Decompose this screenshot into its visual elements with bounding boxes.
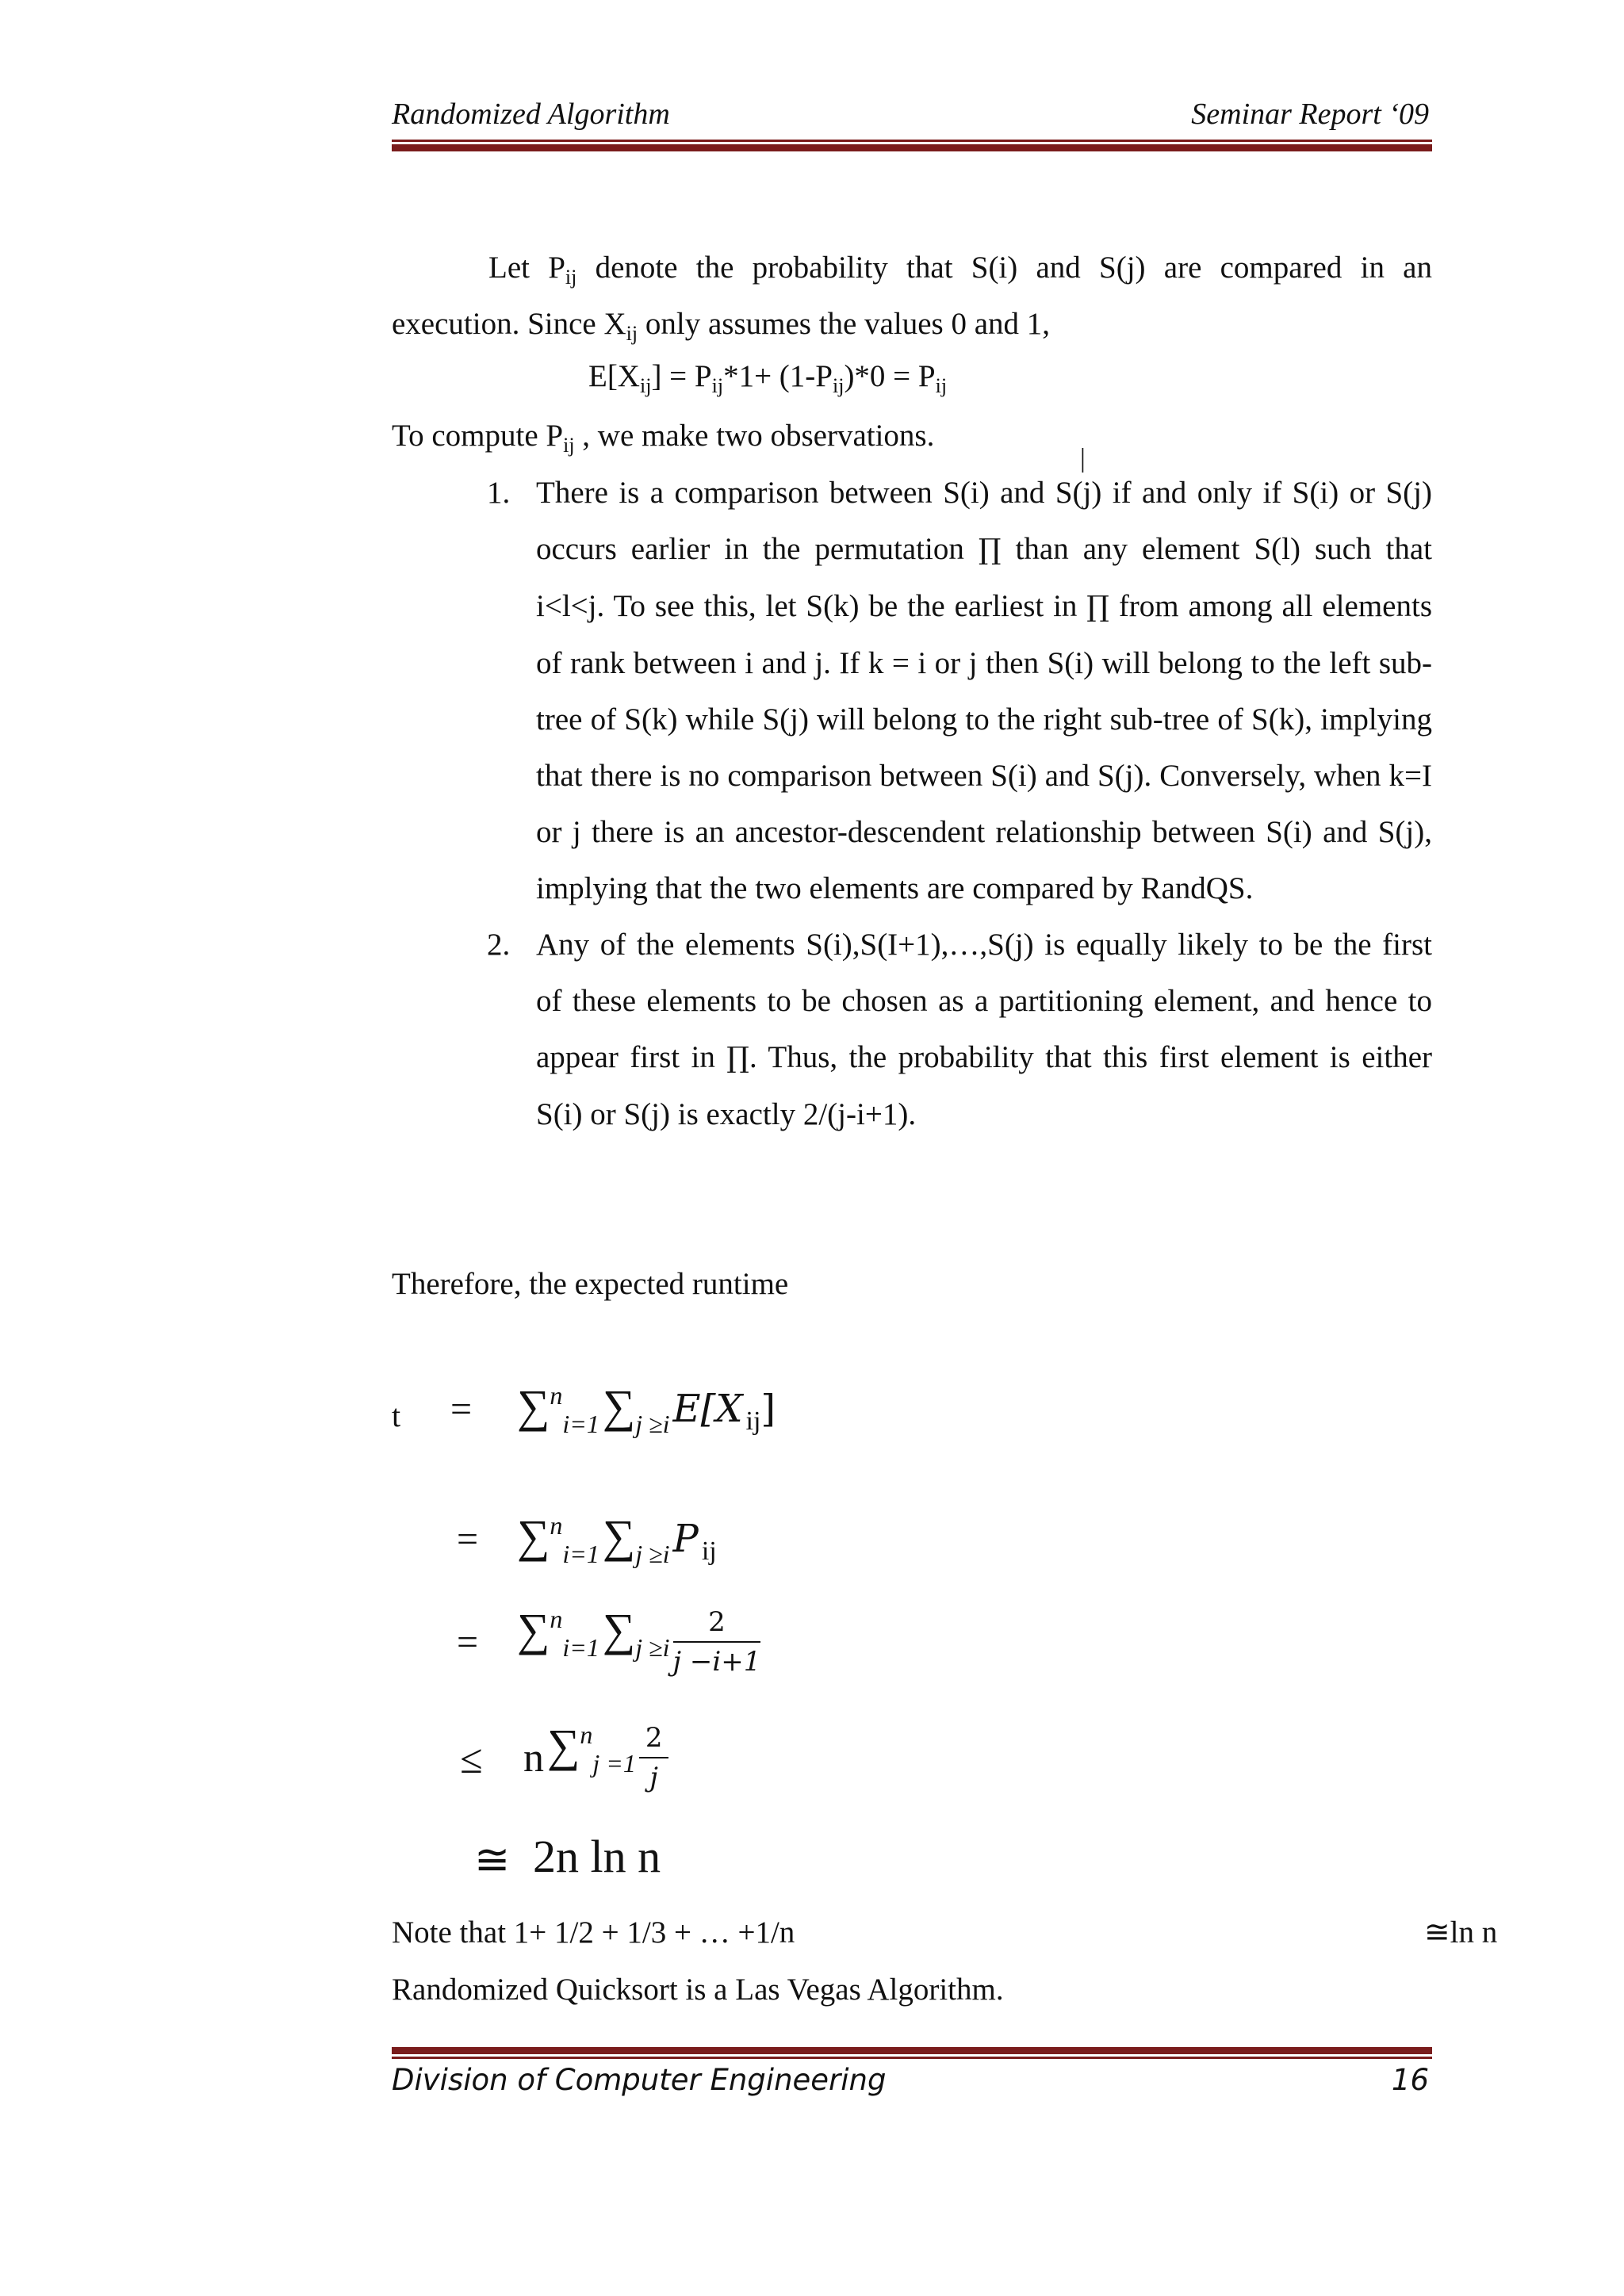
product-symbol: ∏ xyxy=(1086,591,1109,623)
header-report: Seminar Report ‘09 xyxy=(1191,98,1429,131)
text-cursor: | xyxy=(1080,444,1086,473)
paragraph-observations: To compute $P_{ij}$ , we make two observations. xyxy=(392,419,935,457)
derivation-approx: ≅ xyxy=(474,1836,511,1884)
conclusion-line: Randomized Quicksort is a Las Vegas Algorithm. xyxy=(392,1973,1004,2007)
product-symbol: ∏ xyxy=(726,1042,749,1074)
derivation-line-4: n ∑nj =1 $\frac{2}{j}$ xyxy=(523,1719,668,1793)
derivation-line-3: ∑ni=1 ∑j ≥i $\frac{2}{j -i+1}$ xyxy=(517,1604,761,1678)
therefore-line: Therefore, the expected runtime xyxy=(392,1267,789,1301)
header-rule-thin xyxy=(392,140,1432,142)
page-number: 16 xyxy=(1391,2063,1429,2097)
footer-department: Division of Computer Engineering xyxy=(392,2063,887,2097)
fraction: $\frac{2}{j}$ xyxy=(639,1722,669,1793)
header-title: Randomized Algorithm xyxy=(392,98,670,131)
derivation-t: t xyxy=(392,1398,401,1433)
observations-list xyxy=(487,465,1432,1142)
list-item: 2. Any of the elements S(i),S(I+1),…,S(j) is equally likely to be the first of these elements to be chosen as a partitioning element, and hence to appear first in ∏. Thus, the probability that this first element is either S(i) or S(j) is exactly 2/(j-i+1). xyxy=(487,928,1432,1131)
fraction: $\frac{2}{j -i+1}$ xyxy=(672,1606,761,1678)
note-approx: ≅ln n xyxy=(1424,1915,1498,1950)
derivation-result: 2n ln n xyxy=(533,1831,661,1882)
footer-rule-thick xyxy=(392,2047,1432,2054)
expectation-equation: $E[X_{ij}] = P_{ij}*1+ (1-P_{ij})*0 = P_{ij}$ xyxy=(588,359,948,397)
footer-rule-thin xyxy=(392,2057,1432,2059)
derivation-line-1: ∑ni=1 ∑j ≥i E[X ij] xyxy=(517,1380,776,1438)
derivation-line-2: ∑ni=1 ∑j ≥i P ij xyxy=(517,1510,717,1568)
paragraph-probability: Let $P_{ij}$ denote the probability that S(i) and S(j) are compared in an execution. Since $X_{ij}$ only assumes the values 0 and 1, xyxy=(392,251,1432,345)
product-symbol: ∏ xyxy=(978,534,1002,566)
derivation-eq-3: = xyxy=(457,1621,479,1663)
derivation-eq-1: = xyxy=(450,1388,473,1430)
derivation-le: ≤ xyxy=(460,1737,483,1782)
note-harmonic: Note that 1+ 1/2 + 1/3 + … +1/n xyxy=(392,1915,795,1950)
list-item: 1. There is a comparison between S(i) and S(j) if and only if S(i) or S(j) occurs earlier in the permutation ∏ than any element S(l) such that i<l<j. To see this, let S(k) be the earliest in ∏ from among all elements of rank between i and j. If k = i or j then S(i) will belong to the left sub-tree of S(k) while S(j) will belong to the right sub-tree of S(k), implying that there is no comparison between S(i) and S(j). Conversely, when k=I or j there is an ancestor-descendent relationship between S(i) and S(j), implying that the two elements are compared by RandQS. xyxy=(487,476,1432,905)
header-rule-thick xyxy=(392,144,1432,151)
derivation-eq-2: = xyxy=(457,1518,479,1560)
